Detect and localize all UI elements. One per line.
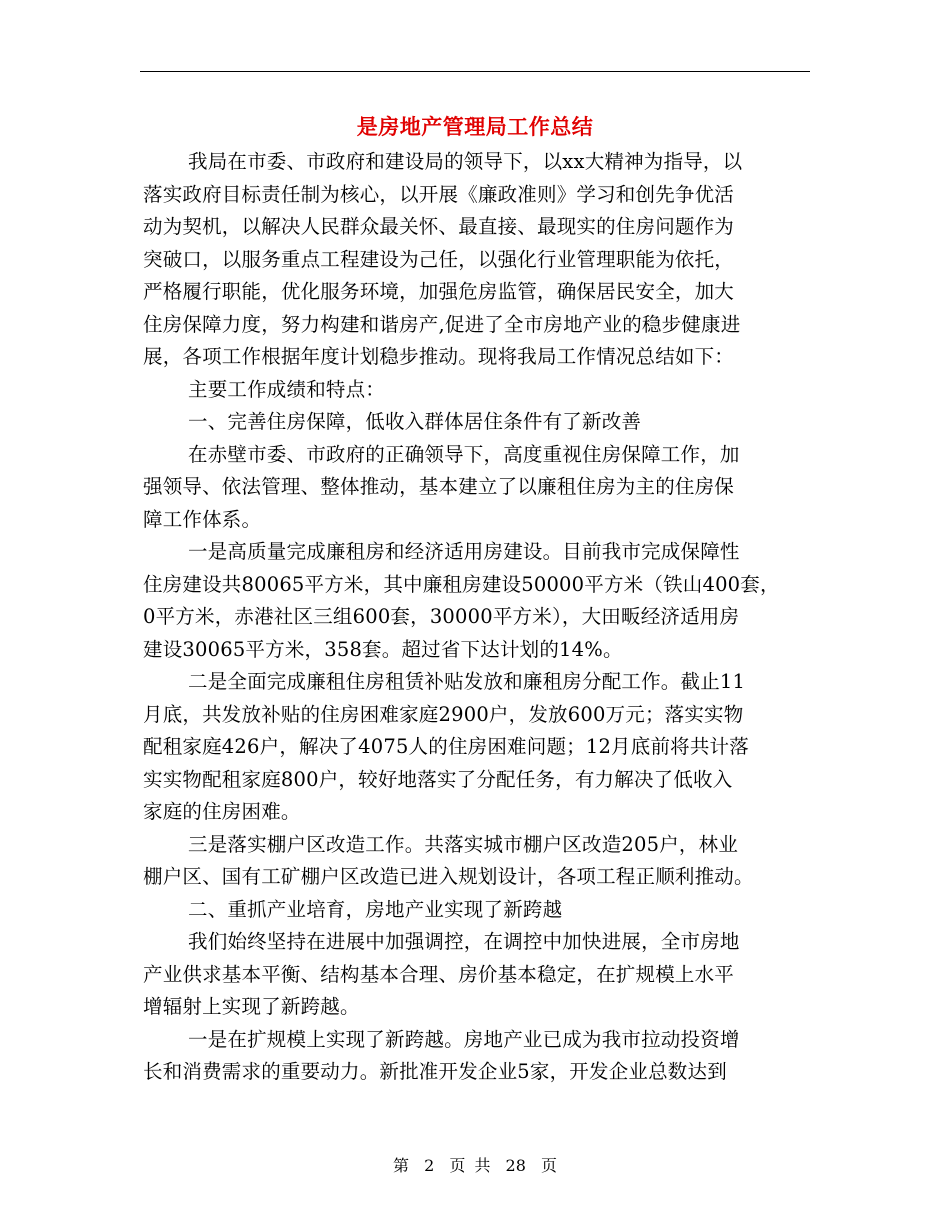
text-line: 障工作体系。 xyxy=(143,507,262,531)
text-line: 增辐射上实现了新跨越。 xyxy=(143,995,360,1018)
text-line: 落实政府目标责任制为核心，以开展《廉政准则》学习和创先争优活 xyxy=(143,182,735,206)
document-title: 是房地产管理局工作总结 xyxy=(356,114,594,139)
text-line: 0平方米，赤港社区三组600套，30000平方米），大田畈经济适用房 xyxy=(143,605,740,628)
text-line: 严格履行职能，优化服务环境，加强危房监管，确保居民安全，加大 xyxy=(143,280,735,303)
text-line: 我们始终坚持在进展中加强调控，在调控中加快进展，全市房地 xyxy=(188,930,740,953)
text-line: 住房建设共80065平方米，其中廉租房建设50000平方米（铁山400套， xyxy=(143,572,780,596)
text-line: 住房保障力度，努力构建和谐房产,促进了全市房地产业的稳步健康进 xyxy=(143,312,741,336)
text-line: 一是在扩规模上实现了新跨越。房地产业已成为我市拉动投资增 xyxy=(188,1027,740,1051)
section-heading: 主要工作成绩和特点： xyxy=(188,377,386,401)
text-line: 配租家庭426户，解决了4075人的住房困难问题；12月底前将共计落 xyxy=(143,735,749,758)
text-line: 棚户区、国有工矿棚户区改造已进入规划设计，各项工程正顺利推动。 xyxy=(143,865,754,888)
section-heading: 一、完善住房保障，低收入群体居住条件有了新改善 xyxy=(188,410,642,433)
text-line: 动为契机，以解决人民群众最关怀、最直接、最现实的住房问题作为 xyxy=(143,215,735,238)
text-line: 一是高质量完成廉租房和经济适用房建设。目前我市完成保障性 xyxy=(188,540,740,563)
text-line: 展，各项工作根据年度计划稳步推动。现将我局工作情况总结如下： xyxy=(143,345,735,368)
text-line: 我局在市委、市政府和建设局的领导下，以xx大精神为指导，以 xyxy=(188,150,743,173)
text-line: 月底，共发放补贴的住房困难家庭2900户，发放600万元；落实实物 xyxy=(143,702,744,726)
page-footer xyxy=(0,1153,950,1176)
text-line: 产业供求基本平衡、结构基本合理、房价基本稳定，在扩规模上水平 xyxy=(143,962,735,986)
text-line: 在赤壁市委、市政府的正确领导下，高度重视住房保障工作，加 xyxy=(188,442,740,466)
text-line: 家庭的住房困难。 xyxy=(143,800,301,823)
text-line: 二是全面完成廉租住房租赁补贴发放和廉租房分配工作。截止11 xyxy=(188,670,746,693)
text-line: 三是落实棚户区改造工作。共落实城市棚户区改造205户，林业 xyxy=(188,832,739,856)
document-body xyxy=(143,146,815,1089)
page-number: 2 xyxy=(424,1156,435,1175)
header-rule xyxy=(140,71,810,72)
text-line: 突破口，以服务重点工程建设为己任，以强化行业管理职能为依托， xyxy=(143,247,735,271)
footer-suffix: 页 xyxy=(541,1156,558,1175)
footer-prefix: 第 xyxy=(392,1156,409,1175)
text-line: 长和消费需求的重要动力。新批准开发企业5家，开发企业总数达到 xyxy=(143,1060,727,1083)
total-pages: 28 xyxy=(505,1156,526,1175)
text-line: 建设30065平方米，358套。超过省下达计划的14%。 xyxy=(143,637,623,661)
text-line: 实实物配租家庭800户，较好地落实了分配任务，有力解决了低收入 xyxy=(143,767,733,791)
footer-mid: 页 共 xyxy=(449,1156,491,1175)
text-line: 强领导、依法管理、整体推动，基本建立了以廉租住房为主的住房保 xyxy=(143,475,735,498)
section-heading: 二、重抓产业培育，房地产业实现了新跨越 xyxy=(188,897,563,921)
